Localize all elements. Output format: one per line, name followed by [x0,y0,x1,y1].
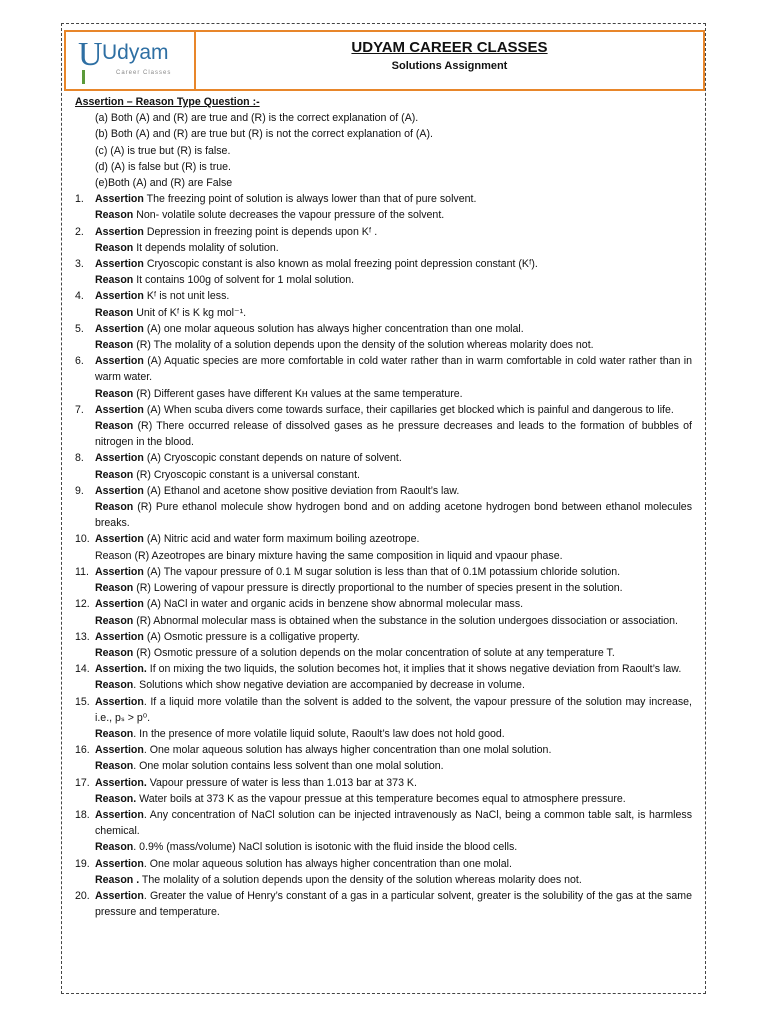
question-item [75,288,692,320]
reason-text [93,726,692,742]
institute-title: UDYAM CAREER CLASSES [351,39,548,56]
reason-text [93,240,692,256]
question-item [75,596,692,628]
assertion-label: Assertion [95,744,144,757]
assertion-label: Assertion [95,533,144,546]
assertion-statement: . One molar aqueous solution has always higher concentration than one molal. [143,857,512,870]
reason-text [93,499,692,531]
assertion-label: Assertion [95,225,144,238]
assertion-statement: Vapour pressure of water is less than 1.013 bar at 373 K. [146,776,417,789]
question-item [75,742,692,774]
assertion-text [95,288,692,304]
assertion-statement: Kᶠ is not unit less. [143,290,230,303]
assertion-statement: (A) When scuba divers come towards surface, their capillaries get blocked which is painful and dangerous to life. [143,403,674,416]
question-item [75,694,692,743]
logo-tagline: Career Classes [116,70,172,76]
reason-label: Reason [95,760,134,773]
question-item [75,775,692,807]
reason-statement: (R) Lowering of vapour pressure is directly proportional to the number of species present in the solution. [133,582,623,595]
assertion-text [95,256,692,272]
reason-label: Reason . [95,873,140,886]
assertion-label: Assertion [95,808,144,821]
assertion-statement: . Any concentration of NaCl solution can be injected intravenously as NaCl, being a common table salt, is harmless chemical. [95,808,692,838]
question-number: 1. [75,193,84,206]
assertion-label: Assertion [95,695,144,708]
reason-label: Reason [95,420,134,433]
section-title: Assertion – Reason Type Question :- [75,96,260,108]
reason-statement: (R) Cryoscopic constant is a universal constant. [133,468,360,481]
assertion-label: Assertion. [95,776,147,789]
question-item [75,256,692,288]
assignment-subtitle: Solutions Assignment [391,60,508,72]
assertion-statement: (A) Cryoscopic constant depends on nature of solvent. [143,452,402,465]
question-item [75,402,692,451]
assertion-label: Assertion [95,484,144,497]
question-number: 14. [75,663,90,676]
reason-text [93,645,692,661]
option-item: (a) Both (A) and (R) are true and (R) is the correct explanation of (A). [95,112,419,125]
question-item [75,856,692,888]
assertion-text [95,742,692,758]
option-item: (b) Both (A) and (R) are true but (R) is not the correct explanation of (A). [95,128,433,141]
question-number: 16. [75,744,90,757]
question-item [75,629,692,661]
assertion-text [95,564,692,580]
question-number: 10. [75,533,90,546]
logo-text: Udyam [102,41,169,64]
reason-label: Reason [95,209,134,222]
assertion-text [95,402,692,418]
assertion-text [95,353,692,385]
reason-statement: Unit of Kᶠ is K kg mol⁻¹. [133,306,247,319]
question-item [75,483,692,532]
assertion-text [95,450,692,466]
assertion-statement: The freezing point of solution is always lower than that of pure solvent. [143,193,477,206]
reason-text [93,548,692,564]
assertion-text [95,531,692,547]
question-item [75,191,692,223]
assertion-text [95,224,692,240]
reason-text [93,418,692,450]
assertion-text [95,321,692,337]
reason-text [93,791,692,807]
reason-label: Reason [95,339,134,352]
assertion-statement: . If a liquid more volatile than the solvent is added to the solvent, the vapour pressure of the solution may increase, i.e., pₛ > p⁰. [95,695,692,724]
assertion-text [95,856,692,872]
reason-statement: (R) Pure ethanol molecule show hydrogen bond and on adding acetone hydrogen bond between ethanol molecules breaks. [95,501,692,530]
reason-text [93,305,692,321]
assertion-statement: (A) Ethanol and acetone show positive deviation from Raoult’s law. [143,484,460,497]
question-item [75,807,692,856]
assertion-statement: . Greater the value of Henry’s constant of a gas in a particular solvent, greater is the solubility of the gas at the same pressure and temperature. [95,889,692,919]
reason-text [93,758,692,774]
assertion-label: Assertion [95,857,144,870]
assertion-label: Assertion [95,889,144,902]
assertion-statement: . One molar aqueous solution has always higher concentration than one molal solution. [143,744,552,757]
question-number: 9. [75,484,84,497]
reason-label: Reason [95,501,134,514]
question-number: 19. [75,857,90,870]
assertion-statement: (A) Osmotic pressure is a colligative property. [143,630,360,643]
reason-label: Reason [95,306,134,319]
reason-statement: (R) Different gases have different Kʜ values at the same temperature. [133,387,463,400]
question-number: 18. [75,808,90,821]
assertion-label: Assertion. [95,663,147,676]
reason-statement: It depends molality of solution. [133,241,279,254]
question-number: 4. [75,290,84,303]
assertion-text [95,596,692,612]
question-number: 7. [75,403,84,416]
assertion-label: Assertion [95,258,144,271]
question-item [75,450,692,482]
reason-text [93,872,692,888]
reason-label: Reason [95,679,134,692]
question-item [75,353,692,402]
question-item [75,661,692,693]
reason-statement: (R) Abnormal molecular mass is obtained when the substance in the solution undergoes dissociation or association. [133,614,678,627]
reason-text [93,337,692,353]
reason-statement: . Solutions which show negative deviation are accompanied by decrease in volume. [133,679,525,692]
reason-label: Reason [95,841,134,854]
question-item [75,888,692,920]
question-number: 12. [75,598,90,611]
reason-label: Reason [95,727,134,740]
reason-text [93,839,692,855]
assertion-label: Assertion [95,598,144,611]
reason-statement: Reason (R) Azeotropes are binary mixture having the same composition in liquid and vpaour phase. [95,549,563,562]
reason-label: Reason [95,387,134,400]
question-number: 2. [75,225,84,238]
logo-mark-icon: U [78,36,101,73]
reason-statement: Water boils at 373 K as the vapour pressue at this temperature becomes equal to atmosphere pressure. [136,792,626,805]
assertion-text [95,888,692,920]
reason-statement: The molality of a solution depends upon the density of the solution whereas molarity does not. [139,873,582,886]
assertion-label: Assertion [95,565,144,578]
assertion-statement: (A) Nitric acid and water form maximum boiling azeotrope. [143,533,420,546]
reason-label: Reason [95,646,134,659]
question-number: 8. [75,452,84,465]
reason-statement: It contains 100g of solvent for 1 molal solution. [133,274,355,287]
reason-text [93,207,692,223]
reason-text [93,613,692,629]
reason-text [93,272,692,288]
option-item: (e)Both (A) and (R) are False [95,177,233,190]
question-item [75,321,692,353]
reason-statement: (R) Osmotic pressure of a solution depends on the molar concentration of solute at any temperature T. [133,646,615,659]
option-item: (d) (A) is false but (R) is true. [95,160,231,173]
assertion-statement: (A) The vapour pressure of 0.1 M sugar solution is less than that of 0.1M potassium chloride solution. [143,565,621,578]
option-item: (c) (A) is true but (R) is false. [95,144,231,157]
questions-list [75,191,692,920]
reason-text [93,677,692,693]
question-number: 17. [75,776,90,789]
options-list [75,110,692,191]
question-item [75,531,692,563]
document-header [64,30,705,91]
question-number: 15. [75,695,90,708]
assertion-label: Assertion [95,355,144,368]
reason-text [93,386,692,402]
reason-label: Reason [95,468,134,481]
assertion-text [95,694,692,726]
reason-statement: . In the presence of more volatile liquid solute, Raoult’s law does not hold good. [133,727,505,740]
question-number: 11. [75,565,89,578]
assertion-label: Assertion [95,630,144,643]
question-content [75,94,692,920]
assertion-statement: (A) Aquatic species are more comfortable in cold water rather than in warm comfortable in cold water rather than in warm water. [95,355,692,384]
assertion-statement: If on mixing the two liquids, the solution becomes hot, it implies that it shows negative deviation from Raoult’s law. [146,663,682,676]
reason-label: Reason [95,614,134,627]
reason-statement: . 0.9% (mass/volume) NaCl solution is isotonic with the fluid inside the blood cells. [133,841,518,854]
assertion-text [95,807,692,839]
assertion-label: Assertion [95,193,144,206]
assertion-statement: Depression in freezing point is depends upon Kᶠ . [143,225,378,238]
question-item [75,224,692,256]
udyam-logo [66,32,196,89]
reason-label: Reason [95,241,134,254]
question-number: 6. [75,355,84,368]
header-titles [196,32,703,89]
assertion-text [95,661,692,677]
assertion-text [95,483,692,499]
assertion-statement: Cryoscopic constant is also known as molal freezing point depression constant (Kᶠ). [143,258,538,271]
assertion-label: Assertion [95,290,144,303]
assertion-text [95,629,692,645]
assertion-text [95,775,692,791]
reason-text [93,580,692,596]
assertion-label: Assertion [95,452,144,465]
assertion-statement: (A) NaCl in water and organic acids in benzene show abnormal molecular mass. [143,598,524,611]
assertion-statement: (A) one molar aqueous solution has always higher concentration than one molal. [143,322,524,335]
reason-label: Reason. [95,792,137,805]
reason-label: Reason [95,582,134,595]
question-item [75,564,692,596]
reason-statement: (R) There occurred release of dissolved gases as he pressure decreases and leads to the formation of bubbles of nitrogen in the blood. [95,420,692,449]
question-number: 13. [75,630,90,643]
question-number: 5. [75,322,84,335]
reason-statement: Non- volatile solute decreases the vapour pressure of the solvent. [133,209,445,222]
question-number: 3. [75,258,84,271]
assertion-label: Assertion [95,322,144,335]
reason-text [93,467,692,483]
reason-statement: . One molar solution contains less solvent than one molal solution. [133,760,444,773]
reason-statement: (R) The molality of a solution depends upon the density of the solution whereas molarity does not. [133,339,594,352]
assertion-label: Assertion [95,403,144,416]
assertion-text [95,191,692,207]
question-number: 20. [75,889,90,902]
reason-label: Reason [95,274,134,287]
